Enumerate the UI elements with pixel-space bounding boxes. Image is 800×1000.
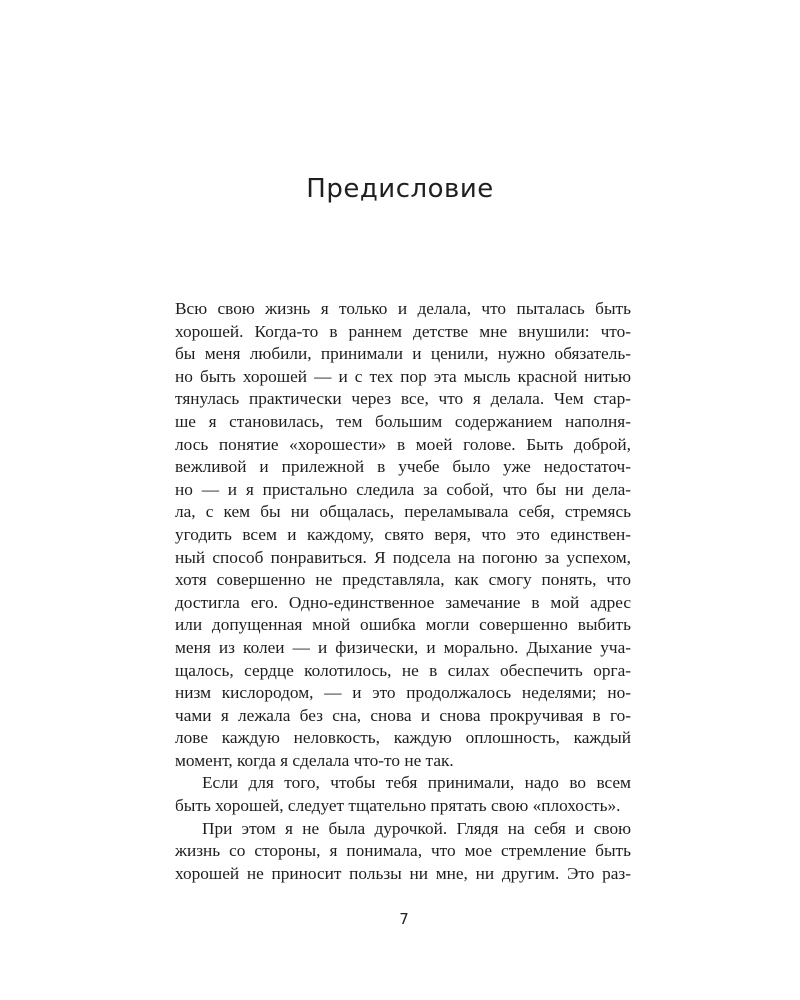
text-line: угодить всем и каждому, свято веря, что это единствен- — [175, 524, 631, 544]
body-text — [175, 298, 631, 885]
page-number: 7 — [399, 910, 409, 928]
chapter-title: Предисловие — [306, 174, 494, 204]
text-line: достигла его. Одно-единственное замечание в мой адрес — [175, 592, 631, 612]
text-line: хорошей не приносит пользы ни мне, ни другим. Это раз- — [175, 863, 631, 883]
text-line: щалось, сердце колотилось, не в силах обеспечить орга- — [175, 660, 631, 680]
text-line: хорошей. Когда-то в раннем детстве мне внушили: что- — [175, 321, 631, 341]
text-line: низм кислородом, — и это продолжалось неделями; но- — [175, 683, 631, 703]
text-line: лось понятие «хорошести» в моей голове. Быть доброй, — [175, 434, 631, 454]
text-line: вежливой и прилежной в учебе было уже недостаточ- — [175, 457, 631, 477]
text-line: тянулась практически через все, что я делала. Чем стар- — [175, 389, 631, 409]
text-line: быть хорошей, следует тщательно прятать свою «плохость». — [175, 796, 621, 816]
text-line: хотя совершенно не представляла, как смогу понять, что — [175, 570, 631, 590]
text-line: бы меня любили, принимали и ценили, нужно обязатель- — [175, 344, 631, 364]
text-line: жизнь со стороны, я понимала, что мое стремление быть — [175, 841, 631, 861]
text-line: или допущенная мной ошибка могли совершенно выбить — [175, 615, 631, 635]
text-line: ла, с кем бы ни общалась, переламывала себя, стремясь — [175, 502, 631, 522]
paragraph-start-line: Если для того, чтобы тебя принимали, надо во всем — [202, 773, 631, 793]
text-line: меня из колеи — и физически, и морально. Дыхание уча- — [175, 637, 631, 657]
text-line: но быть хорошей — и с тех пор эта мысль красной нитью — [175, 366, 631, 386]
text-line: ный способ понравиться. Я подсела на погоню за успехом, — [175, 547, 631, 567]
text-line: Всю свою жизнь я только и делала, что пыталась быть — [175, 299, 631, 318]
text-line: но — и я пристально следила за собой, что бы ни дела- — [175, 479, 631, 499]
text-line: чами я лежала без сна, снова и снова прокручивая в го- — [175, 705, 631, 725]
paragraph-start-line: При этом я не была дурочкой. Глядя на себя и свою — [202, 818, 631, 838]
text-line: момент, когда я сделала что-то не так. — [175, 750, 454, 770]
text-line: ше я становилась, тем большим содержанием наполня- — [175, 411, 631, 431]
text-line: лове каждую неловкость, каждую оплошность, каждый — [175, 728, 631, 748]
